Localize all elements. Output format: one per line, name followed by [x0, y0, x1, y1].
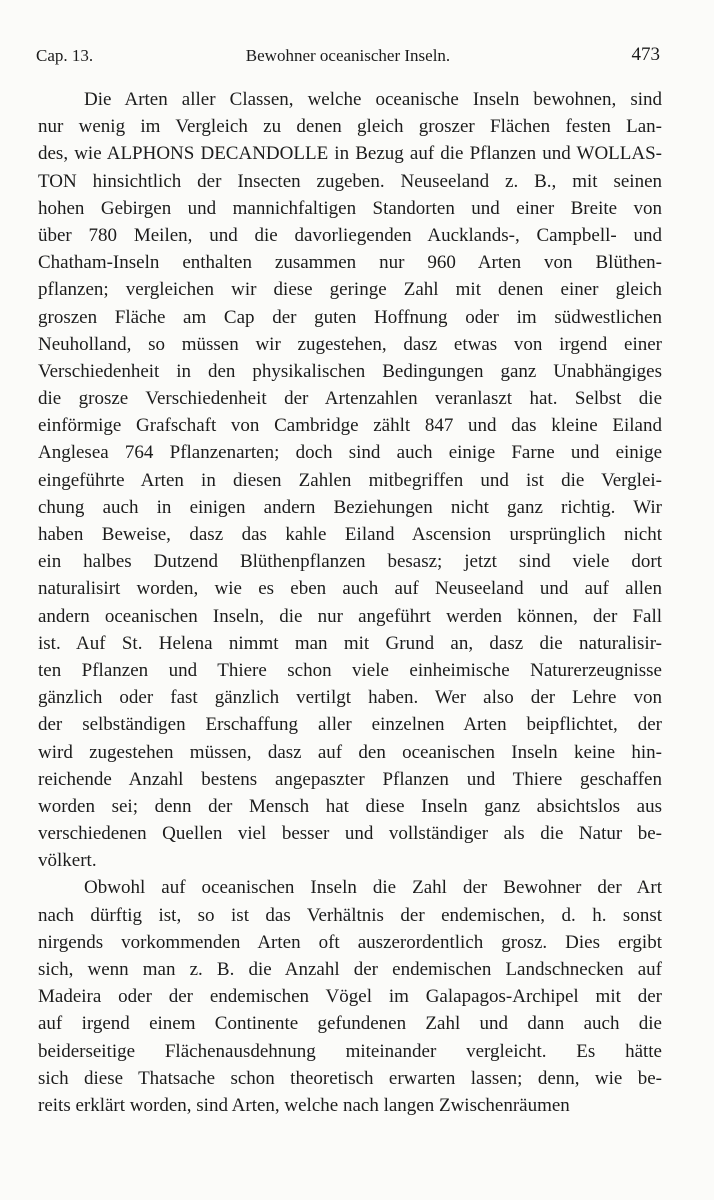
text-line: Madeira oder der endemischen Vögel im Galapagos-Archipel mit der: [38, 986, 662, 1008]
running-header: [36, 44, 660, 70]
running-title: Bewohner oceanischer Inseln.: [245, 46, 451, 65]
text-line: hohen Gebirgen und mannichfaltigen Standorten und einer Breite von: [38, 197, 662, 219]
text-line: der selbständigen Erschaffung aller einzelnen Arten beipflichtet, der: [38, 714, 662, 736]
text-line: verschiedenen Quellen viel besser und vollständiger als die Natur be-: [38, 823, 662, 845]
text-line: eingeführte Arten in diesen Zahlen mitbegriffen und ist die Verglei-: [38, 469, 662, 491]
text-line: nur wenig im Vergleich zu denen gleich groszer Flächen festen Lan-: [38, 116, 662, 138]
text-line: einförmige Grafschaft von Cambridge zählt 847 und das kleine Eiland: [38, 415, 662, 437]
text-line: haben Beweise, dasz das kahle Eiland Ascension ursprünglich nicht: [38, 524, 662, 545]
text-line: Chatham-Inseln enthalten zusammen nur 960 Arten von Blüthen-: [38, 252, 662, 274]
text-line: Verschiedenheit in den physikalischen Bedingungen ganz Unabhängiges: [38, 360, 662, 382]
text-line: ein halbes Dutzend Blüthenpflanzen besasz; jetzt sind viele dort: [38, 551, 662, 573]
text-line: reits erklärt worden, sind Arten, welche nach langen Zwischenräumen: [38, 1094, 570, 1116]
text-line: Obwohl auf oceanischen Inseln die Zahl der Bewohner der Art: [84, 877, 662, 899]
page-body: [38, 86, 662, 1119]
text-line: TON hinsichtlich der Insecten zugeben. Neuseeland z. B., mit seinen: [38, 170, 662, 192]
text-line: gänzlich oder fast gänzlich vertilgt haben. Wer also der Lehre von: [38, 687, 662, 709]
page-number: 473: [631, 44, 660, 65]
text-line: chung auch in einigen andern Beziehungen nicht ganz richtig. Wir: [38, 496, 662, 518]
text-line: Neuholland, so müssen wir zugestehen, dasz etwas von irgend einer: [38, 333, 662, 355]
text-line: nirgends vorkommenden Arten oft auszerordentlich grosz. Dies ergibt: [38, 931, 662, 953]
text-line: wird zugestehen müssen, dasz auf den oceanischen Inseln keine hin-: [38, 741, 662, 763]
text-line: Die Arten aller Classen, welche oceanische Inseln bewohnen, sind: [84, 89, 662, 110]
text-line: des, wie ALPHONS DECANDOLLE in Bezug auf die Pflanzen und WOLLAS-: [38, 143, 662, 165]
paragraph: [38, 874, 662, 1119]
text-line: andern oceanischen Inseln, die nur angeführt werden können, der Fall: [38, 605, 662, 627]
text-line: nach dürftig ist, so ist das Verhältnis der endemischen, d. h. sonst: [38, 904, 662, 926]
text-line: worden sei; denn der Mensch hat diese Inseln ganz absichtslos aus: [38, 795, 662, 817]
text-line: Anglesea 764 Pflanzenarten; doch sind auch einige Farne und einige: [38, 442, 662, 464]
text-line: groszen Fläche am Cap der guten Hoffnung oder im südwestlichen: [38, 306, 662, 328]
paragraph: [38, 86, 662, 874]
text-line: völkert.: [38, 850, 97, 872]
text-line: ten Pflanzen und Thiere schon viele einheimische Naturerzeugnisse: [38, 659, 662, 681]
chapter-label: Cap. 13.: [36, 46, 94, 65]
text-line: reichende Anzahl bestens angepaszter Pflanzen und Thiere geschaffen: [38, 768, 662, 790]
text-line: naturalisirt worden, wie es eben auch auf Neuseeland und auf allen: [38, 578, 662, 600]
text-line: sich diese Thatsache schon theoretisch erwarten lassen; denn, wie be-: [38, 1067, 662, 1089]
text-line: auf irgend einem Continente gefundenen Zahl und dann auch die: [38, 1013, 662, 1035]
text-line: beiderseitige Flächenausdehnung miteinander vergleicht. Es hätte: [38, 1040, 662, 1062]
text-line: die grosze Verschiedenheit der Artenzahlen veranlaszt hat. Selbst die: [38, 388, 662, 410]
text-line: ist. Auf St. Helena nimmt man mit Grund an, dasz die naturalisir-: [38, 632, 662, 654]
text-line: über 780 Meilen, und die davorliegenden Aucklands-, Campbell- und: [38, 224, 662, 246]
text-line: sich, wenn man z. B. die Anzahl der endemischen Landschnecken auf: [38, 959, 662, 980]
text-line: pflanzen; vergleichen wir diese geringe Zahl mit denen einer gleich: [38, 279, 662, 301]
